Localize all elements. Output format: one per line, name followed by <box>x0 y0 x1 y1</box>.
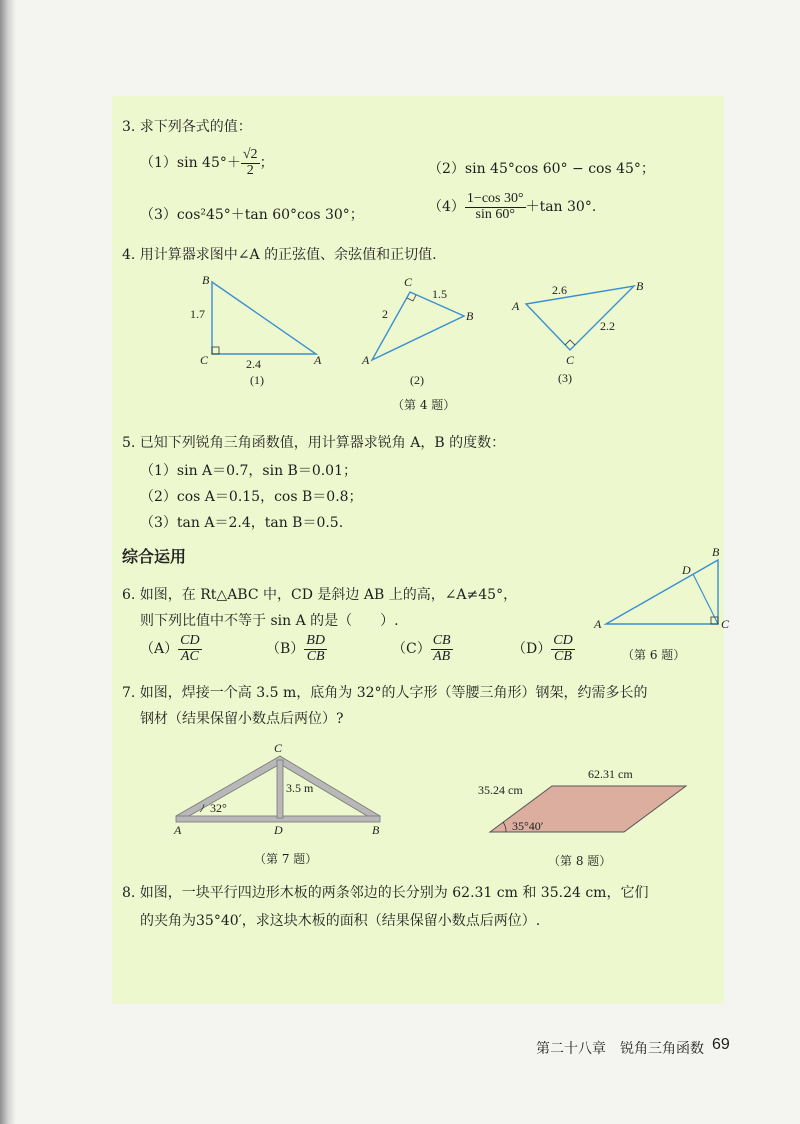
q3-part1-frac-num: √2 <box>242 147 258 162</box>
q8-left-side-label: 35.24 cm <box>478 783 523 797</box>
q6-vertex-a: A <box>594 617 602 631</box>
q6-vertex-c: C <box>721 617 730 631</box>
q4-fig1-triangle <box>212 282 316 354</box>
q4-fig2-side-cb: 1.5 <box>432 287 447 301</box>
q6-option-b-fraction <box>304 634 327 664</box>
q3-part2-label: （2） <box>428 161 465 177</box>
q7-height-label: 3.5 m <box>286 781 314 795</box>
q7-vertex-c: C <box>274 741 283 755</box>
q6-option-c-den: AB <box>433 648 451 664</box>
q4-fig3-side-bc: 2.2 <box>600 319 615 333</box>
q6-option-b-label: （B） <box>266 641 305 658</box>
q3-part2-expr: sin 45°cos 60° − cos 45°； <box>464 161 655 177</box>
q5-item-3: （3）tan A＝2.4，tan B＝0.5. <box>140 515 344 531</box>
q6-option-b-den: CB <box>306 648 325 664</box>
q6-line1: 6. 如图，在 Rt△ABC 中，CD 是斜边 AB 上的高，∠A≠45°， <box>122 587 518 603</box>
page-binding-shadow <box>0 0 16 1124</box>
q8-figure <box>468 764 698 840</box>
q6-triangle <box>606 560 718 624</box>
q5-stem: 5. 已知下列锐角三角函数值，用计算器求锐角 A，B 的度数： <box>122 435 506 451</box>
q3-part4 <box>428 192 596 222</box>
q6-option-a-fraction <box>178 634 201 664</box>
q6-option-a-den: AC <box>180 648 199 664</box>
q7-vertex-a: A <box>174 823 182 837</box>
q4-stem: 4. 用计算器求图中∠A 的正弦值、余弦值和正切值. <box>122 247 437 263</box>
q8-angle-label: 35°40′ <box>512 819 544 833</box>
q4-fig3-vertex-a: A <box>512 299 520 313</box>
q6-caption: （第 6 题） <box>622 648 686 662</box>
page-number: 69 <box>712 1036 730 1053</box>
q7-line2: 钢材（结果保留小数点后两位）? <box>140 711 344 727</box>
q3-stem: 3. 求下列各式的值： <box>122 119 252 135</box>
q6-altitude-cd <box>693 574 718 624</box>
q7-caption: （第 7 题） <box>254 852 318 866</box>
q4-figures <box>180 268 660 392</box>
section-title: 综合运用 <box>122 547 187 566</box>
q6-option-d-label: （D） <box>512 641 552 658</box>
q4-fig3-vertex-c: C <box>566 353 575 367</box>
q3-part3-expr: cos²45°＋tan 60°cos 30°； <box>176 207 364 223</box>
q6-option-d-den: CB <box>554 648 572 664</box>
q6-option-c-label: （C） <box>392 641 431 658</box>
q3-part4-tail: ＋tan 30°. <box>525 199 597 216</box>
q6-option-c-num: CB <box>432 633 451 648</box>
q4-fig3-label: (3) <box>558 371 572 385</box>
q4-fig3-triangle <box>526 286 634 350</box>
chapter-title: 第二十八章 锐角三角函数 <box>536 1041 704 1057</box>
q6-vertex-b: B <box>712 545 720 559</box>
q4-caption: （第 4 题） <box>392 398 456 412</box>
q4-fig2-vertex-c: C <box>404 275 413 289</box>
q3-part1-tail: ； <box>259 155 274 172</box>
q8-line2: 的夹角为35°40′，求这块木板的面积（结果保留小数点后两位）. <box>140 913 541 929</box>
q6-option-d-fraction <box>551 634 574 664</box>
q4-fig1-side-bc: 1.7 <box>190 307 205 321</box>
q7-figure <box>170 738 390 838</box>
q4-fig1-vertex-b: B <box>202 273 210 287</box>
q3-part1-label: （1） <box>140 155 177 172</box>
q7-angle-label: 32° <box>210 801 227 815</box>
q6-option-b <box>266 634 327 664</box>
q3-part4-frac-den: sin 60° <box>475 206 515 222</box>
q3-part3 <box>140 204 364 224</box>
q3-part4-fraction <box>465 192 526 222</box>
q4-fig1-label: (1) <box>250 373 264 387</box>
q6-vertex-d: D <box>682 563 691 577</box>
q6-option-a <box>140 634 202 664</box>
q3-part1-expr: sin 45°＋ <box>176 155 241 172</box>
q3-part4-label: （4） <box>428 199 465 216</box>
q3-part1-frac-den: 2 <box>246 162 254 178</box>
q4-fig1-vertex-a: A <box>314 353 322 367</box>
q8-line1: 8. 如图，一块平行四边形木板的两条邻边的长分别为 62.31 cm 和 35.24 cm，它们 <box>122 885 649 901</box>
q4-fig2-triangle <box>372 292 464 360</box>
q7-vertex-d: D <box>274 823 283 837</box>
q4-fig3-side-ab: 2.6 <box>552 283 567 297</box>
q3-part1 <box>140 148 274 178</box>
q4-fig2-vertex-b: B <box>466 309 474 323</box>
q8-top-side-label: 62.31 cm <box>588 767 633 781</box>
q5-item-2: （2）cos A＝0.15，cos B＝0.8； <box>140 489 363 505</box>
q6-option-b-num: BD <box>306 633 325 648</box>
q6-figure <box>590 544 740 634</box>
q4-fig1-vertex-c: C <box>200 353 209 367</box>
q4-fig2-side-ca: 2 <box>382 307 388 321</box>
q3-part4-frac-num: 1−cos 30° <box>466 191 524 206</box>
q7-truss <box>176 756 380 822</box>
q6-option-d <box>512 634 575 664</box>
q6-line2: 则下列比值中不等于 sin A 的是（ ）. <box>140 613 399 629</box>
q7-vertex-b: B <box>372 823 380 837</box>
q4-fig3-vertex-b: B <box>636 279 644 293</box>
q7-line1: 7. 如图，焊接一个高 3.5 m，底角为 32°的人字形（等腰三角形）钢架，约需多长的 <box>122 685 648 701</box>
q5-item-1: （1）sin A＝0.7，sin B＝0.01； <box>140 463 357 479</box>
q6-option-c-fraction <box>431 634 453 664</box>
q3-part1-fraction <box>241 148 260 178</box>
q4-fig2-label: (2) <box>410 373 424 387</box>
q4-fig2-vertex-a: A <box>362 353 370 367</box>
q3-part3-label: （3） <box>140 207 177 223</box>
q8-caption: （第 8 题） <box>548 854 612 868</box>
q6-option-c <box>392 634 453 664</box>
q3-part2 <box>428 158 655 178</box>
q6-option-d-num: CD <box>553 633 573 648</box>
q6-option-a-label: （A） <box>140 641 179 658</box>
q6-option-a-num: CD <box>180 633 200 648</box>
q4-fig1-side-ca: 2.4 <box>246 357 261 371</box>
